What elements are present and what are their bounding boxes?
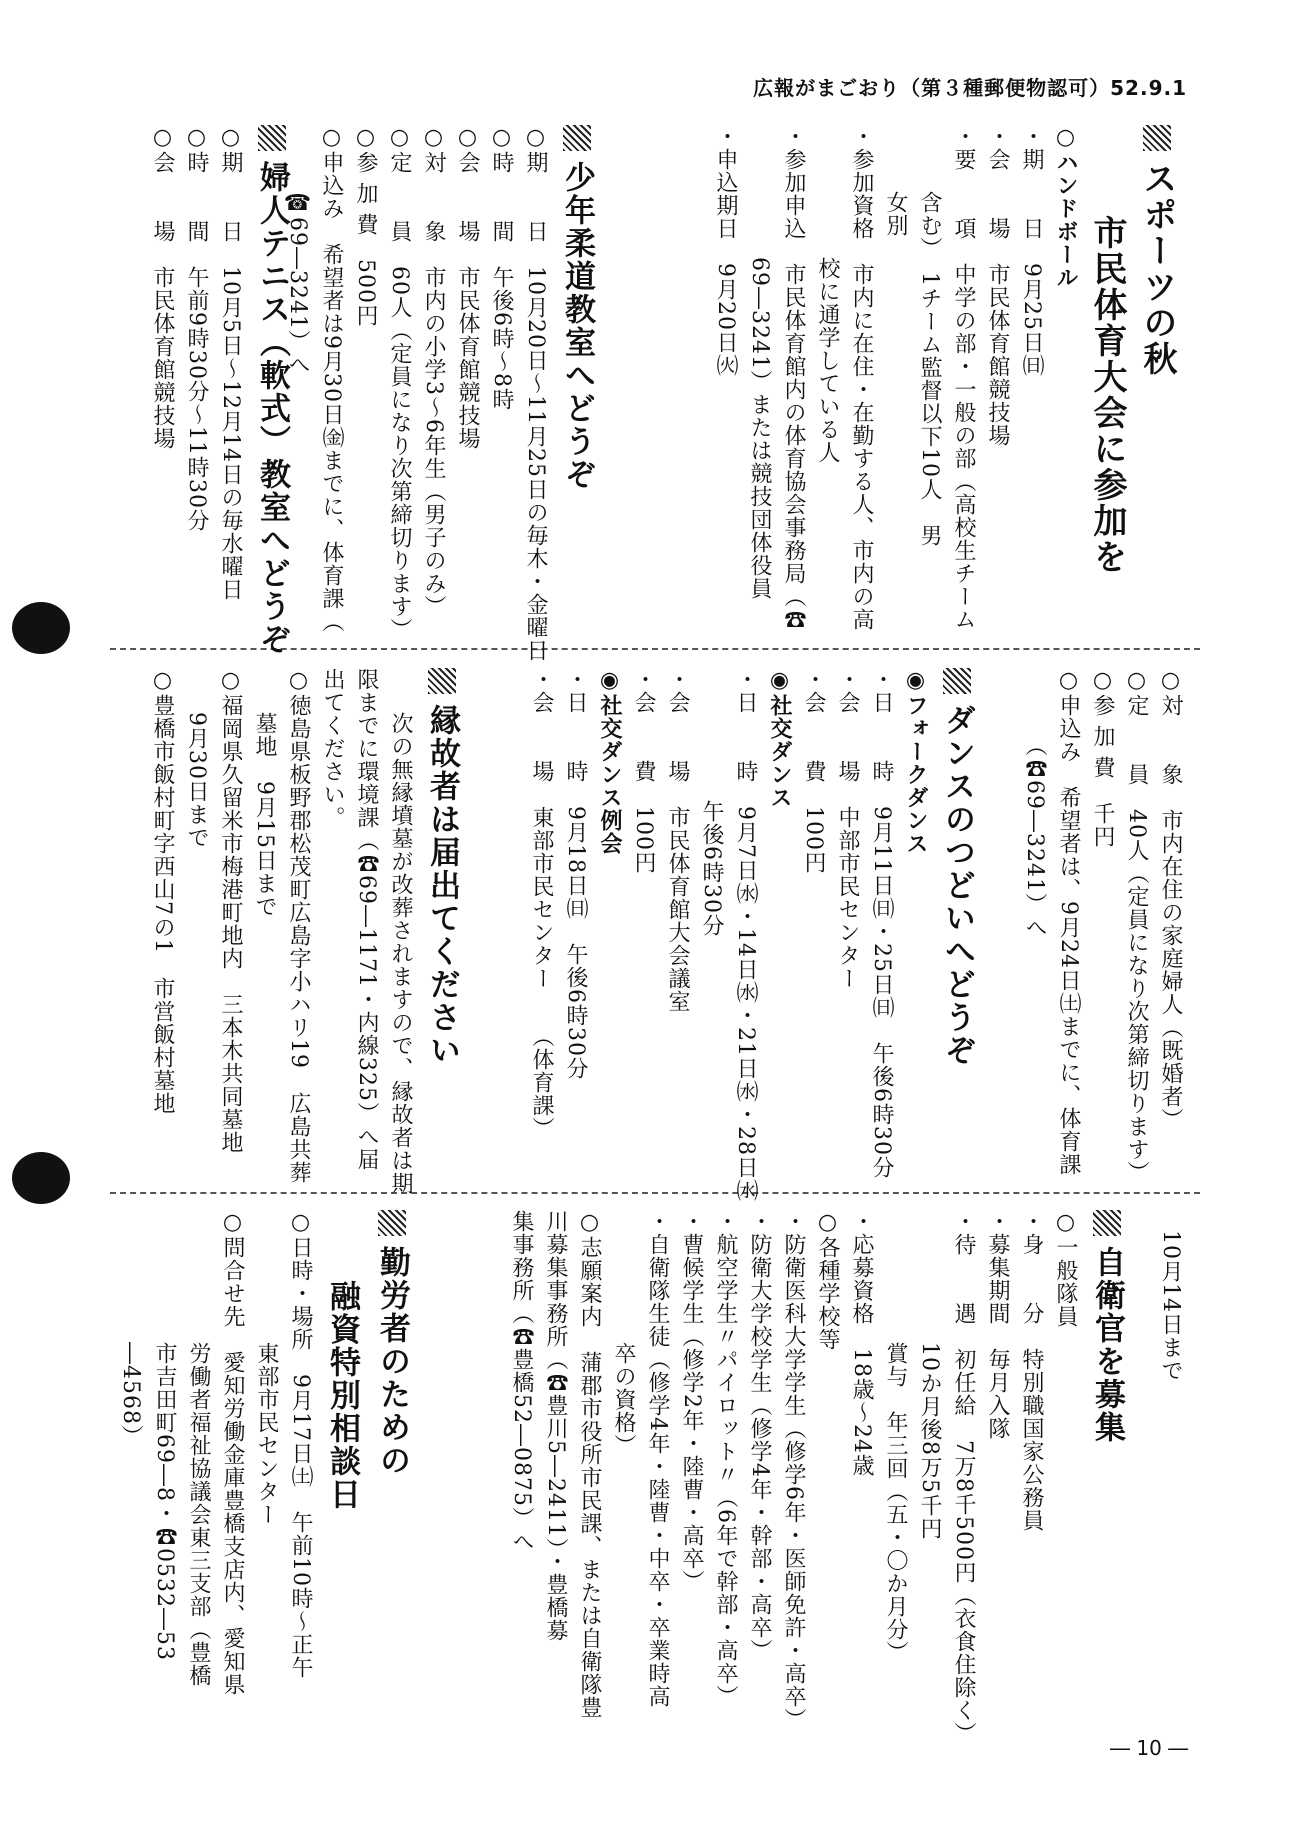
dance-line: ・日 時 9月11日㈰・25日㈰ 午後6時30分 [869,668,894,1179]
dance-line: ・会 場 東部市民センター （体育課） [529,668,554,1140]
dance-line: ・日 時 9月7日㈬・14日㈬・21日㈬・28日㈬ [733,668,758,1202]
sdf-line: ○志願案内 蒲郡市役所市民課、または自衛隊豊 [577,1210,602,1719]
sports-line: 含む） 1チーム監督以下10人 男 [917,191,942,547]
judo-line: ○会 場 市民体育館競技場 [455,125,480,450]
loan-title: 勤労者のための [367,1210,417,1710]
sdf-line: ・防衛大学校学生（修学4年・幹部・高卒） [747,1210,772,1662]
newsletter-header: 広報がまごおり（第３種郵便物認可）52.9.1 [753,76,1187,100]
sdf-line: 川募集事務所（☎豊川5―2411）・豊橋募 [543,1210,568,1642]
tennis-line: （☎69―3241）へ [1022,734,1047,939]
sdf-line: ・曹候学生（修学2年・陸曹・高卒） [679,1210,704,1593]
sdf-line: 卒の資格） [611,1342,636,1457]
sdf-line: 賞与 年三回（五・〇か月分） [883,1342,908,1664]
tennis-line: ○会 場 市民体育館競技場 [150,125,175,450]
sdf-line: ○一般隊員 [1053,1210,1078,1328]
judo-line: ○時 間 午後6時〜8時 [489,125,514,411]
dance-line: ・会 費 100円 [631,668,656,874]
sports-line: ・要 項 中学の部・一般の部（高校生チーム [951,125,976,631]
sports-title: スポーツの秋 [1132,125,1182,635]
kin-line: 次の無縁墳墓が改葬されますので、縁故者は期 [388,712,413,1195]
judo-line: ○定 員 60人（定員になり次第締切ります） [387,125,412,641]
folk-dance-heading: ◉フォークダンス [903,668,928,855]
sdf-line: 集事務所（☎豊橋52―0875）へ [509,1210,534,1553]
hatch-icon [258,125,286,151]
kin-line: ○徳島県板野郡松茂町広島字小ハリ19 広島共葬 [286,668,311,1184]
tennis-continued [1017,668,1187,1184]
dance-section [524,668,982,1202]
sports-line: ・申込期日 9月20日㈫ [713,125,738,377]
social-dance-heading: ◉社交ダンス [767,668,792,809]
sdf-line: 10か月後8万5千円 [917,1342,942,1540]
tennis-line: ○申込み 希望者は、9月24日㈯までに、体育課 [1056,668,1081,1176]
sports-line: ・参加申込 市民体育館内の体育協会事務局（☎ [781,125,806,631]
sports-section [708,125,1182,635]
hatch-icon [1093,1210,1121,1236]
judo-line: ○対 象 市内の小学3〜6年生（男子のみ） [421,125,446,618]
sdf-line: ・自衛隊生徒（修学4年・陸曹・中卒・卒業時高 [645,1210,670,1708]
kin-line: ○豊橋市飯村町字西山7の1 市営飯村墓地 [150,668,175,1115]
dance-line: 午後6時30分 [699,800,724,937]
hatch-icon [1143,125,1171,151]
dance-title: ダンスのつどいへどうぞ [932,668,982,1178]
sports-line: 69―3241）または競技団体役員 [747,257,772,600]
dance-club-heading: ◉社交ダンス例会 [597,668,622,855]
sdf-line: ・待 遇 初任給 7万8千500円（衣食住除く） [951,1210,976,1745]
dance-line: ・会 場 市民体育館大会議室 [665,668,690,1013]
sports-line: 女別 [883,191,908,237]
sports-subtitle: 市民体育大会に参加を [1087,215,1127,575]
tennis-line: ○期 日 10月5日〜12月14日の毎水曜日 [218,125,243,601]
tennis-title: 婦人テニス（軟式）教室へどうぞ [247,125,297,635]
sports-line: 校に通学している人 [815,257,840,464]
kin-line: 限までに環境課（☎69―1171・内線325）へ届 [354,668,379,1171]
binder-hole [12,1152,70,1204]
sdf-line: ○各種学校等 [815,1210,840,1351]
loan-line: 労働者福祉協議会東三支部（豊橋 [186,1342,211,1687]
section-divider [110,1192,1200,1194]
kin-line: ○福岡県久留米市梅港町地内 三本木共同墓地 [218,668,243,1154]
binder-hole [12,602,70,654]
tennis-line: ○時 間 午前9時30分〜11時30分 [184,125,209,532]
tennis-deadline [1153,1230,1187,1710]
tennis-section [145,125,297,656]
sdf-line: ・募集期間 毎月入隊 [985,1210,1010,1440]
sdf-section [504,1210,1132,1745]
kin-line: 墓地 9月15日まで [252,712,277,918]
hatch-icon [943,668,971,694]
sports-line: ・参加資格 市内に在住・在勤する人、市内の高 [849,125,874,631]
loan-line: 市吉田町69―8・☎0532―53 [152,1342,177,1661]
judo-title: 少年柔道教室へどうぞ [552,125,602,635]
dance-line: ・会 場 中部市民センター [835,668,860,990]
loan-subtitle: 融資特別相談日 [324,1280,360,1511]
tennis-line: 10月14日まで [1158,1230,1183,1382]
judo-line: ○期 日 10月20日〜11月25日の毎木・金曜日 [523,125,548,662]
kin-section [145,668,467,1195]
judo-section [280,125,602,662]
hatch-icon [378,1210,406,1236]
sdf-line: ・防衛医科大学学生（修学6年・医師免許・高卒） [781,1210,806,1731]
dance-line: ・会 費 100円 [801,668,826,874]
handball-heading: ○ハンドボール [1053,125,1078,289]
tennis-line: ○参 加 費 千円 [1090,668,1115,848]
loan-line: ○問合せ先 愛知労働金庫豊橋支店内、愛知県 [220,1210,245,1696]
kin-line: 出てください。 [320,668,345,829]
kin-line: 9月30日まで [184,712,209,849]
hatch-icon [428,668,456,694]
judo-line: ☎69―3241）へ [285,191,310,376]
loan-line: ○日時・場所 9月17日㈯ 午前10時〜正午 [288,1210,313,1679]
loan-line: 東部市民センター [254,1342,279,1526]
loan-section [113,1210,417,1710]
hatch-icon [563,125,591,151]
kin-title: 縁故者は届出てください [417,668,467,1178]
sdf-line: ・身 分 特別職国家公務員 [1019,1210,1044,1532]
sdf-line: ・航空学生〃パイロット〃（6年で幹部・高卒） [713,1210,738,1708]
page-number: ― 10 ― [1110,1736,1189,1760]
sports-line: ・期 日 9月25日㈰ [1019,125,1044,377]
tennis-line: ○定 員 40人（定員になり次第締切ります） [1124,668,1149,1184]
tennis-line: ○対 象 市内在住の家庭婦人（既婚者） [1158,668,1183,1131]
dance-line: ・日 時 9月18日㈰ 午後6時30分 [563,668,588,1080]
sports-line: ・会 場 市民体育館競技場 [985,125,1010,447]
judo-line: ○参 加 費 500円 [353,125,378,327]
sdf-line: ・応募資格 18歳〜24歳 [849,1210,874,1477]
sdf-title: 自衛官を募集 [1082,1210,1132,1710]
loan-line: ―4568） [118,1342,143,1448]
judo-line: ○申込み 希望者は9月30日㈮までに、体育課（ [319,125,344,633]
